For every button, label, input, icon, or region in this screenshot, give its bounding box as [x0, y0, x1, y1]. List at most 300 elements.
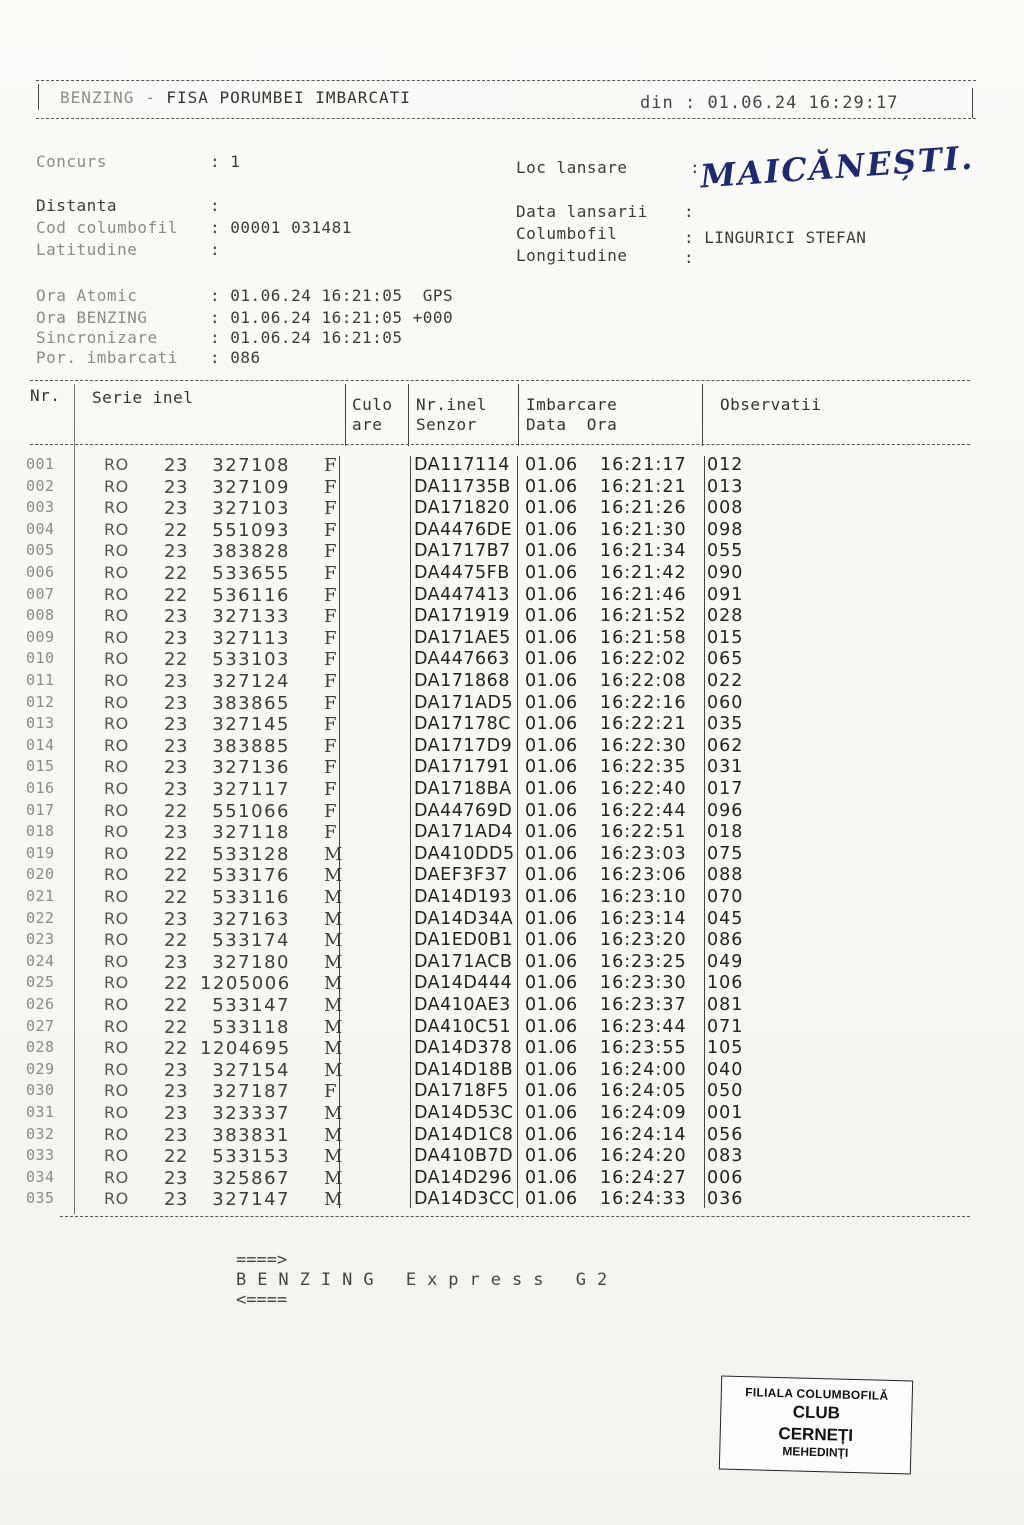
observation: 040	[707, 1059, 744, 1080]
sincronizare-label: Sincronizare	[36, 328, 158, 347]
data-lansarii-label: Data lansarii	[516, 202, 648, 221]
sensor-ring-id: DA1ED0B1	[414, 930, 514, 951]
stamp-line-1: FILIALA COLUMBOFILĂ	[745, 1385, 889, 1403]
table-row	[0, 563, 1024, 585]
ring-year: 23	[164, 735, 188, 757]
boarding-time: 16:21:26	[600, 498, 687, 519]
boarding-time: 16:22:16	[600, 692, 687, 713]
boarding-time: 16:24:33	[600, 1189, 687, 1210]
longitudine-label: Longitudine	[516, 246, 628, 265]
ring-number: 1205006	[200, 973, 291, 995]
report-title	[60, 88, 411, 107]
boarding-time: 16:23:10	[600, 887, 687, 907]
ring-number: 533174	[212, 930, 290, 952]
table-row	[0, 714, 1024, 736]
ring-number: 327163	[212, 908, 290, 930]
boarding-time: 16:21:17	[600, 455, 687, 475]
table-row	[0, 995, 1024, 1017]
table-row	[0, 455, 1024, 477]
porumbei-imbarcati-value: : 086	[210, 348, 261, 367]
boarding-time: 16:22:51	[600, 822, 687, 843]
row-number: 020	[26, 865, 55, 884]
observation: 070	[707, 887, 744, 907]
sex-code: F	[324, 692, 337, 714]
table-row	[0, 1146, 1024, 1168]
boarding-date: 01.06	[525, 455, 578, 475]
row-number: 008	[26, 606, 55, 625]
sex-code: M	[324, 973, 343, 995]
boarding-time: 16:22:35	[600, 757, 687, 778]
sex-code: F	[324, 563, 337, 584]
boarding-time: 16:22:21	[600, 714, 687, 735]
footer-text: BENZING Express G2	[235, 1270, 619, 1290]
boarding-time: 16:21:42	[600, 563, 687, 583]
sensor-ring-id: DA117114	[414, 455, 510, 475]
ring-number: 533118	[212, 1016, 290, 1038]
sensor-ring-id: DA447413	[414, 584, 510, 605]
boarding-time: 16:21:52	[600, 606, 687, 627]
date-value: 01.06.24 16:29:17	[707, 93, 899, 113]
ring-number: 383865	[212, 692, 290, 714]
footer-left-arrow: ====>	[235, 1250, 288, 1270]
row-number: 022	[26, 908, 55, 927]
ring-year: 23	[164, 908, 188, 930]
header-nrinel-2: Senzor	[416, 415, 477, 434]
observation: 050	[707, 1081, 744, 1102]
row-number: 006	[26, 563, 55, 581]
observation: 075	[707, 843, 744, 864]
table-row	[0, 1017, 1024, 1039]
row-number: 024	[26, 951, 55, 970]
ring-year: 22	[164, 930, 188, 952]
table-row	[0, 1081, 1024, 1103]
sex-code: M	[324, 843, 343, 865]
ring-number: 327180	[212, 951, 290, 973]
boarding-date: 01.06	[525, 1081, 578, 1102]
sensor-ring-id: DA4475FB	[414, 563, 510, 583]
sensor-ring-id: DA14D193	[414, 887, 513, 907]
boarding-date: 01.06	[525, 627, 578, 648]
ring-number: 327109	[212, 476, 290, 498]
sex-code: M	[324, 865, 343, 887]
boarding-time: 16:23:25	[600, 951, 687, 972]
table-row	[0, 887, 1024, 909]
boarding-date: 01.06	[525, 649, 578, 670]
boarding-date: 01.06	[525, 995, 578, 1015]
boarding-date: 01.06	[525, 822, 578, 843]
sex-code: M	[324, 1146, 343, 1168]
ring-number: 327147	[212, 1189, 290, 1211]
ring-country: RO	[104, 951, 129, 971]
ring-country: RO	[104, 1038, 129, 1058]
row-number: 025	[26, 973, 55, 992]
boarding-time: 16:22:40	[600, 779, 687, 799]
row-number: 026	[26, 995, 55, 1013]
boarding-time: 16:22:44	[600, 800, 687, 821]
concurs-value: : 1	[210, 152, 241, 171]
header-right-border	[972, 88, 973, 118]
observation: 017	[707, 779, 744, 799]
ring-year: 23	[164, 671, 188, 692]
sensor-ring-id: DA410DD5	[414, 843, 515, 864]
row-number: 014	[26, 735, 55, 754]
ring-country: RO	[104, 671, 129, 690]
observation: 088	[707, 865, 744, 886]
header-bottom-border	[36, 118, 976, 119]
row-number: 021	[26, 887, 55, 905]
sex-code: F	[324, 779, 337, 800]
header-left-border	[38, 84, 39, 110]
boarding-date: 01.06	[525, 757, 578, 778]
ring-country: RO	[104, 606, 129, 626]
club-stamp	[719, 1376, 913, 1475]
table-top-border	[30, 380, 970, 381]
ring-year: 22	[164, 1016, 188, 1038]
cod-columbofil-label: Cod columbofil	[36, 218, 178, 237]
ring-year: 22	[164, 1038, 188, 1060]
report-date	[640, 93, 898, 113]
observation: 106	[707, 973, 744, 994]
ring-country: RO	[104, 1167, 129, 1187]
ring-number: 327103	[212, 498, 290, 520]
data-lansarii-value: :	[684, 202, 695, 221]
sensor-ring-id: DA171AD5	[414, 692, 514, 713]
sex-code: M	[324, 1124, 343, 1146]
table-row	[0, 952, 1024, 974]
sex-code: F	[324, 476, 337, 498]
ring-year: 23	[164, 498, 188, 520]
ring-country: RO	[104, 563, 129, 582]
boarding-date: 01.06	[525, 714, 578, 735]
row-number: 013	[26, 714, 55, 733]
ring-year: 23	[164, 951, 188, 973]
ring-year: 23	[164, 627, 188, 649]
ring-number: 383885	[212, 735, 290, 757]
row-number: 002	[26, 476, 55, 495]
row-number: 033	[26, 1146, 55, 1165]
boarding-time: 16:24:14	[600, 1124, 687, 1145]
boarding-time: 16:22:30	[600, 735, 687, 756]
row-number: 023	[26, 930, 55, 949]
table-row	[0, 1168, 1024, 1190]
sensor-ring-id: DA171ACB	[414, 951, 513, 972]
ring-country: RO	[104, 822, 129, 842]
ring-year: 23	[164, 541, 188, 563]
sensor-ring-id: DA44769D	[414, 800, 513, 821]
row-number: 019	[26, 843, 55, 862]
boarding-date: 01.06	[525, 1189, 578, 1210]
ring-year: 22	[164, 887, 188, 908]
sex-code: F	[324, 455, 337, 476]
ring-country: RO	[104, 627, 129, 647]
sensor-ring-id: DA171AD4	[414, 822, 514, 843]
ring-country: RO	[104, 973, 129, 993]
ring-country: RO	[104, 1081, 129, 1101]
boarding-date: 01.06	[525, 735, 578, 756]
boarding-date: 01.06	[525, 606, 578, 627]
ring-year: 23	[164, 1189, 188, 1211]
ring-number: 327136	[212, 757, 290, 779]
ring-number: 1204695	[200, 1038, 291, 1060]
sensor-ring-id: DA4476DE	[414, 519, 513, 540]
row-number: 035	[26, 1189, 55, 1208]
ring-number: 323337	[212, 1103, 290, 1124]
table-row	[0, 779, 1024, 801]
ring-year: 23	[164, 476, 188, 498]
table-row	[0, 1060, 1024, 1082]
ora-benzing-value: : 01.06.24 16:21:05 +000	[210, 308, 454, 327]
ring-year: 23	[164, 1167, 188, 1189]
boarding-time: 16:23:06	[600, 865, 687, 886]
ring-number: 533153	[212, 1146, 290, 1168]
ring-number: 327187	[212, 1081, 290, 1103]
sincronizare-value: : 01.06.24 16:21:05	[210, 328, 403, 347]
observation: 090	[707, 563, 744, 583]
stamp-line-2: CLUB	[792, 1402, 841, 1423]
observation: 049	[707, 951, 744, 972]
loc-lansare-label: Loc lansare	[516, 158, 628, 177]
observation: 031	[707, 757, 744, 778]
boarding-time: 16:23:55	[600, 1038, 687, 1059]
latitudine-value: :	[210, 240, 221, 259]
ring-number: 327117	[212, 779, 290, 800]
date-label: din :	[640, 93, 697, 113]
sensor-ring-id: DA14D18B	[414, 1059, 514, 1080]
header-imbarcare-2: Data Ora	[526, 415, 618, 434]
stamp-line-4: MEHEDINȚI	[782, 1444, 849, 1460]
sex-code: F	[324, 1081, 337, 1103]
sex-code: F	[324, 627, 337, 649]
ring-number: 533103	[212, 649, 290, 671]
sex-code: F	[324, 584, 337, 606]
boarding-time: 16:21:21	[600, 476, 687, 497]
distanta-value: :	[210, 196, 221, 215]
row-number: 010	[26, 649, 55, 668]
sex-code: M	[324, 887, 343, 908]
row-number: 011	[26, 671, 55, 689]
table-row	[0, 671, 1024, 693]
observation: 015	[707, 627, 744, 648]
boarding-time: 16:21:58	[600, 627, 687, 648]
sex-code: F	[324, 757, 337, 779]
ring-year: 22	[164, 843, 188, 865]
ring-country: RO	[104, 887, 129, 906]
sex-code: M	[324, 1189, 343, 1211]
observation: 065	[707, 649, 744, 670]
sex-code: F	[324, 649, 337, 671]
row-number: 003	[26, 498, 55, 517]
sex-code: F	[324, 519, 337, 541]
sensor-ring-id: DA14D3CC	[414, 1189, 515, 1210]
table-row	[0, 930, 1024, 952]
ring-number: 533147	[212, 995, 290, 1016]
ring-year: 22	[164, 1146, 188, 1168]
observation: 062	[707, 735, 744, 756]
ring-country: RO	[104, 649, 129, 669]
observation: 008	[707, 498, 744, 519]
header-nrinel-1: Nr.inel	[416, 395, 487, 414]
ring-year: 22	[164, 649, 188, 671]
table-row	[0, 801, 1024, 823]
sensor-ring-id: DA14D378	[414, 1038, 513, 1059]
observation: 098	[707, 519, 744, 540]
boarding-time: 16:23:03	[600, 843, 687, 864]
boarding-time: 16:24:27	[600, 1167, 687, 1188]
ring-country: RO	[104, 455, 129, 474]
observation: 001	[707, 1103, 744, 1123]
ring-year: 23	[164, 714, 188, 736]
ring-country: RO	[104, 1146, 129, 1166]
boarding-date: 01.06	[525, 908, 578, 929]
boarding-time: 16:21:46	[600, 584, 687, 605]
program-name: BENZING	[60, 88, 135, 107]
sensor-ring-id: DA171791	[414, 757, 510, 778]
ring-year: 22	[164, 973, 188, 995]
observation: 105	[707, 1038, 744, 1059]
header-imbarcare-1: Imbarcare	[526, 395, 618, 414]
observation: 022	[707, 671, 744, 691]
ring-year: 22	[164, 995, 188, 1016]
sensor-ring-id: DA1718F5	[414, 1081, 509, 1102]
row-number: 017	[26, 800, 55, 819]
boarding-time: 16:21:34	[600, 541, 687, 562]
sensor-ring-id: DA410C51	[414, 1016, 512, 1037]
observation: 018	[707, 822, 744, 843]
sex-code: F	[324, 714, 337, 736]
sensor-ring-id: DA14D53C	[414, 1103, 514, 1123]
ring-number: 327133	[212, 606, 290, 628]
header-culoare-2: are	[352, 415, 383, 434]
sex-code: F	[324, 671, 337, 692]
row-number: 007	[26, 584, 55, 603]
table-row	[0, 628, 1024, 650]
table-row	[0, 541, 1024, 563]
table-row	[0, 865, 1024, 887]
sex-code: M	[324, 995, 343, 1016]
ring-number: 533655	[212, 563, 290, 584]
ring-year: 22	[164, 800, 188, 822]
row-number: 005	[26, 541, 55, 560]
sensor-ring-id: DA171919	[414, 606, 510, 627]
sensor-ring-id: DA171820	[414, 498, 510, 519]
observation: 006	[707, 1167, 744, 1188]
boarding-date: 01.06	[525, 973, 578, 994]
sensor-ring-id: DA14D444	[414, 973, 513, 994]
boarding-time: 16:23:14	[600, 908, 687, 929]
ring-number: 327124	[212, 671, 290, 692]
boarding-date: 01.06	[525, 800, 578, 821]
sex-code: F	[324, 800, 337, 822]
ring-number: 327108	[212, 455, 290, 476]
table-row	[0, 1189, 1024, 1211]
ring-country: RO	[104, 757, 129, 777]
sensor-ring-id: DA14D1C8	[414, 1124, 514, 1145]
table-row	[0, 693, 1024, 715]
col-divider-imbarcare-head	[702, 384, 703, 446]
observation: 096	[707, 800, 744, 821]
table-row	[0, 973, 1024, 995]
col-divider-senzor-head	[518, 384, 519, 446]
boarding-time: 16:23:37	[600, 995, 687, 1015]
row-number: 004	[26, 519, 55, 538]
boarding-date: 01.06	[525, 1038, 578, 1059]
ora-atomic-label: Ora Atomic	[36, 286, 138, 305]
boarding-date: 01.06	[525, 930, 578, 951]
ring-country: RO	[104, 1059, 129, 1079]
ring-number: 327113	[212, 627, 290, 649]
ring-year: 23	[164, 692, 188, 714]
boarding-time: 16:23:30	[600, 973, 687, 994]
ring-year: 23	[164, 779, 188, 800]
ring-year: 22	[164, 584, 188, 606]
latitudine-label: Latitudine	[36, 240, 138, 259]
observation: 012	[707, 455, 744, 475]
ring-country: RO	[104, 908, 129, 928]
sensor-ring-id: DA17178C	[414, 714, 512, 735]
sex-code: F	[324, 498, 337, 520]
sensor-ring-id: DA14D34A	[414, 908, 514, 929]
boarding-date: 01.06	[525, 1059, 578, 1080]
ring-year: 22	[164, 563, 188, 584]
boarding-date: 01.06	[525, 1167, 578, 1188]
header-culoare-1: Culo	[352, 395, 393, 414]
observation: 083	[707, 1146, 744, 1167]
ring-year: 22	[164, 519, 188, 541]
ring-country: RO	[104, 476, 129, 496]
observation: 055	[707, 541, 744, 562]
observation: 013	[707, 476, 744, 497]
boarding-date: 01.06	[525, 1103, 578, 1123]
row-number: 027	[26, 1016, 55, 1035]
boarding-time: 16:24:05	[600, 1081, 687, 1102]
ring-number: 383828	[212, 541, 290, 563]
longitudine-value: :	[684, 248, 695, 267]
ring-country: RO	[104, 519, 129, 539]
concurs-label: Concurs	[36, 152, 107, 171]
footer-banner	[195, 1230, 618, 1330]
sex-code: M	[324, 1103, 343, 1124]
sex-code: M	[324, 1016, 343, 1038]
col-divider-culoare-head	[408, 384, 409, 446]
ring-country: RO	[104, 843, 129, 863]
ring-year: 22	[164, 865, 188, 887]
boarding-date: 01.06	[525, 519, 578, 540]
table-row	[0, 606, 1024, 628]
boarding-time: 16:24:09	[600, 1103, 687, 1123]
table-row	[0, 585, 1024, 607]
header-top-border	[36, 80, 976, 81]
ring-country: RO	[104, 800, 129, 820]
sex-code: F	[324, 541, 337, 563]
ring-country: RO	[104, 1103, 129, 1122]
boarding-date: 01.06	[525, 498, 578, 519]
table-row	[0, 520, 1024, 542]
ring-number: 327118	[212, 822, 290, 844]
ring-country: RO	[104, 1124, 129, 1144]
row-number: 028	[26, 1038, 55, 1057]
observation: 028	[707, 606, 744, 627]
boarding-date: 01.06	[525, 1146, 578, 1167]
boarding-time: 16:23:20	[600, 930, 687, 951]
table-row	[0, 757, 1024, 779]
ring-number: 551093	[212, 519, 290, 541]
observation: 056	[707, 1124, 744, 1145]
table-row	[0, 1038, 1024, 1060]
boarding-time: 16:21:30	[600, 519, 687, 540]
boarding-time: 16:22:02	[600, 649, 687, 670]
sensor-ring-id: DA171868	[414, 671, 510, 691]
title-text: FISA PORUMBEI IMBARCATI	[166, 88, 411, 107]
